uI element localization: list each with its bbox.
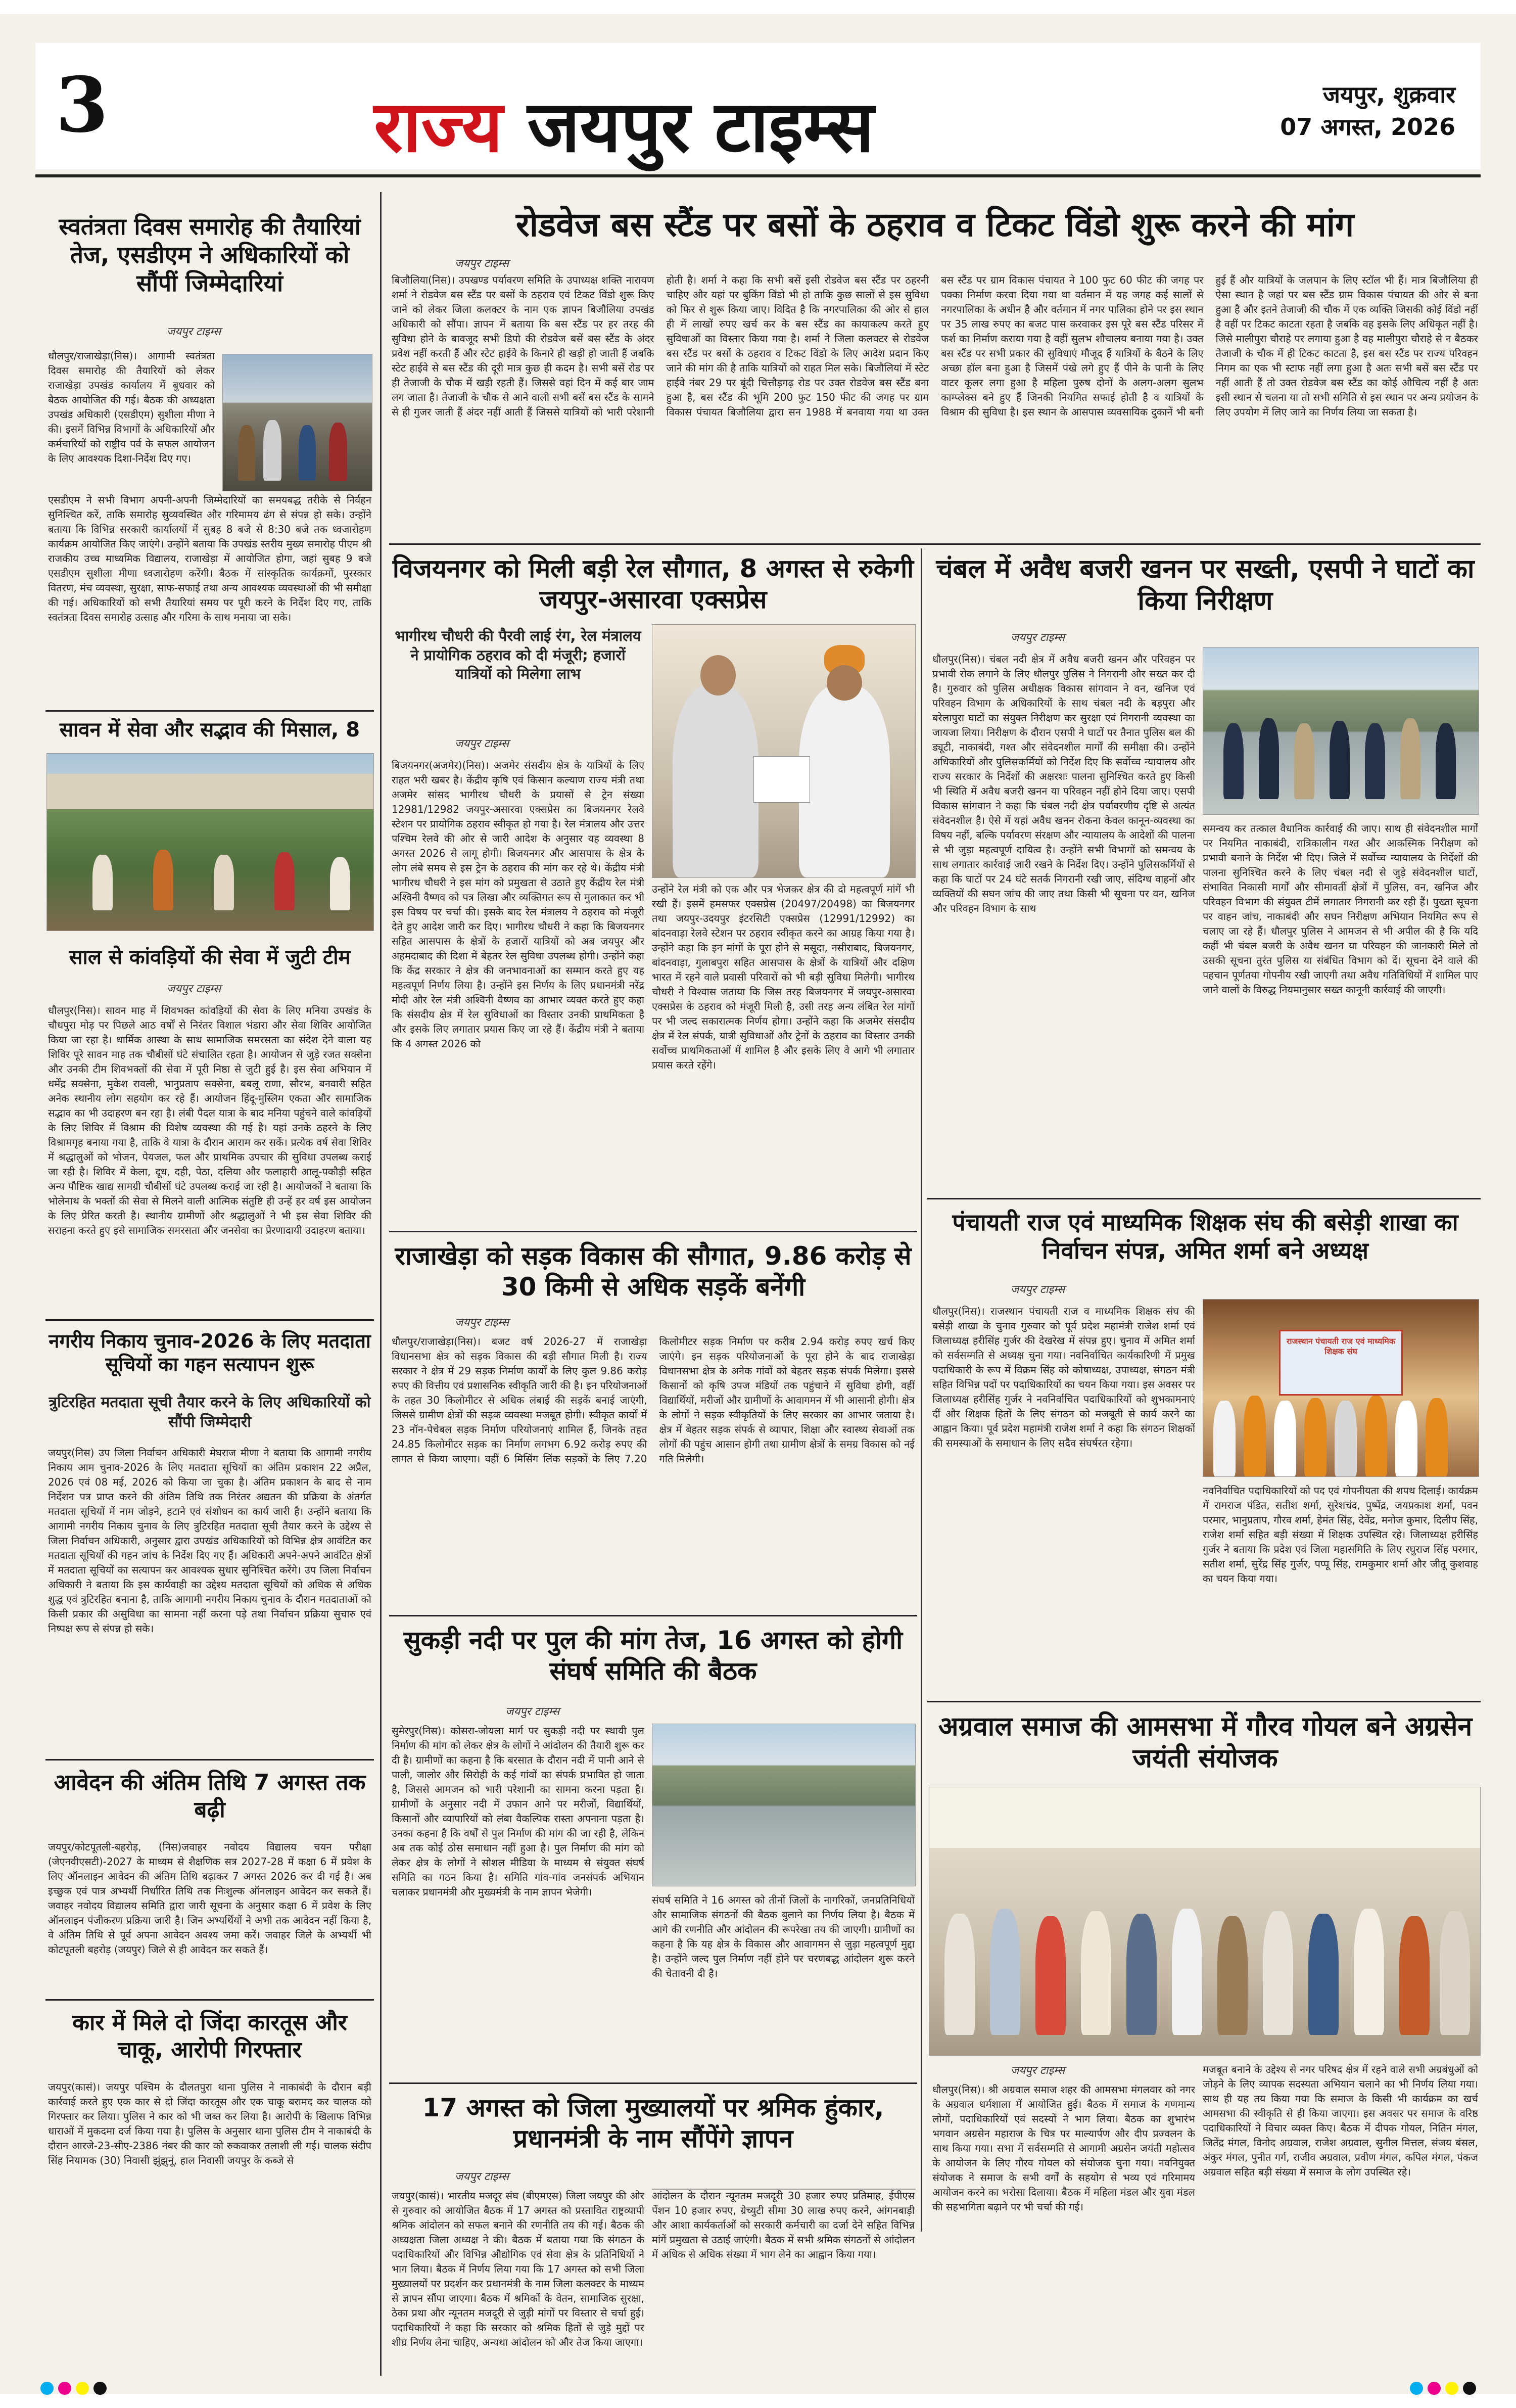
left-a3-body: धौलपुर(निस)। सावन माह में शिवभक्त कांवड़ियों की सेवा के लिए मनिया उपखंड के चौधपुरा मोड़ पर पिछले आठ वर्षों से निरंतर विशाल भंडारा और सेवा शिविर आयोजित किया जा रहा है। धार्मिक आस्था के साथ सामाजिक समरसता का संदेश देने वाला यह शिविर पूरे सावन माह तक चौबीसों घंटे संचालित रहता है। आयोजन से जुड़े रजत सक्सेना और उनकी टीम शिवभक्तों की सेवा में पूरी निष्ठा से जुटी हुई है। इस सेवा अभियान में धर्मेंद्र सक्सेना, मुकेश रावली, भानुप्रताप सक्सेना, बबलू राणा, सौरभ, बनवारी सहित अनेक स्थानीय लोग सहयोग कर रहे हैं। आयोजन हिंदू-मुस्लिम एकता और सामाजिक सद्भाव का भी उदाहरण बन रहा है। लंबी पैदल यात्रा के बाद मनिया पहुंचने वाले कांवड़ियों के लिए शिविर में विश्राम की विशेष व्यवस्था की गई है। यहां उनके ठहरने के लिए विश्रामगृह बनाया गया है, ताकि वे यात्रा के दौरान आराम कर सकें। प्रत्येक वर्ष सेवा शिविर में श्रद्धालुओं को भोजन, पेयजल, फल और प्राथमिक उपचार की सुविधा उपलब्ध कराई जा रही है। शिविर में केला, दूध, दही, पेठा, दलिया और फलाहारी आलू-पकौड़ी सहित अन्य पौष्टिक खाद्य सामग्री चौबीसों घंटे उपलब्ध कराई जा रही है। आयोजकों ने बताया कि भोलेनाथ के भक्तों की सेवा से मिलने वाली आत्मिक संतुष्टि ही उन्हें हर वर्ष इस आयोजन के लिए प्रेरित करती है। स्थानीय ग्रामीणों और श्रद्धालुओं ने भी इस सेवा शिविर की सराहना करते हुए इसे सामाजिक समरसता और जनसेवा का प्रेरणादायी उदाहरण बताया। [48, 1004, 371, 1236]
left-a5-body: जयपुर/कोटपूतली-बहरोड़, (निस)जवाहर नवोदय विद्यालय चयन परीक्षा (जेएनवीएसटी)-2027 के माध्यम से शैक्षणिक सत्र 2027-28 में कक्षा 6 में प्रवेश के लिए ऑनलाइन आवेदन की अंतिम तिथि बढ़ाकर 7 अगस्त 2026 कर दी गई है। अब इच्छुक एवं पात्र अभ्यर्थी निर्धारित तिथि तक निःशुल्क ऑनलाइन आवेदन कर सकते हैं। जवाहर नवोदय विद्यालय समिति द्वारा जारी सूचना के अनुसार कक्षा 6 में प्रवेश के लिए ऑनलाइन पंजीकरण प्रक्रिया जारी है। जिन अभ्यर्थियों ने अभी तक आवेदन नहीं किया है, वे अंतिम तिथि से पूर्व अपना आवेदन अवश्य जमा करें। जवाहर जिले के अभ्यर्थी भी कोटपूतली बहरोड़ (जयपुर) जिले से ही आवेदन कर सकते हैं। [48, 1841, 371, 1956]
sukdi-photo [652, 1724, 916, 1886]
left-a6-headline: कार में मिले दो जिंदा कारतूस और चाकू, आरोपी गिरफ्तार [72, 2010, 347, 2063]
sukdi-body1: सुमेरपुर(निस)। कोसरा-जोयला मार्ग पर सुकड़ी नदी पर स्थायी पुल निर्माण की मांग को लेकर क्षेत्र के लोगों ने आंदोलन की तैयारी शुरू कर दी है। ग्रामीणों का कहना है कि बरसात के दौरान नदी में पानी आने से पाली, जालोर और सिरोही के कई गांवों का संपर्क प्रभावित हो जाता है, जिससे आमजन को भारी परेशानी का सामना करना पड़ता है। ग्रामीणों के अनुसार नदी में उफान आने पर मरीजों, विद्यार्थियों, किसानों और व्यापारियों को लंबा वैकल्पिक रास्ता अपनाना पड़ता है। उनका कहना है कि वर्षों से पुल निर्माण की मांग की जा रही है, लेकिन अब तक कोई ठोस समाधान नहीं हुआ है। पुल निर्माण की मांग को लेकर क्षेत्र के लोगों ने सोशल मीडिया के माध्यम से संयुक्त संघर्ष समिति का गठन किया है। समिति गांव-गांव जनसंपर्क अभियान चलाकर प्रधानमंत्री और मुख्यमंत्री के नाम ज्ञापन भेजेगी। [392, 1725, 644, 1898]
rail-subheadline: भागीरथ चौधरी की पैरवी लाई रंग, रेल मंत्रालय ने प्रायोगिक ठहराव को दी मंजूरी; हजारों यात्रियों को मिलेगा लाभ [395, 627, 641, 683]
left-a4-subheadline: त्रुटिरहित मतदाता सूची तैयार करने के लिए अधिकारियों को सौंपी जिम्मेदारी [49, 1394, 371, 1431]
shramik-byline: जयपुर टाइम्स [455, 2170, 509, 2183]
left-a3-headline: साल से कांवड़ियों की सेवा में जुटी टीम [69, 946, 351, 969]
panchayat-banner [1279, 1330, 1403, 1396]
agrawal-headline: अग्रवाल समाज की आमसभा में गौरव गोयल बने अग्रसेन जयंती संयोजक [938, 1711, 1473, 1774]
title-black: जयपुर टाइम्स [527, 85, 874, 168]
left-a3-byline: जयपुर टाइम्स [167, 983, 221, 995]
panchayat-headline: पंचायती राज एवं माध्यमिक शिक्षक संघ की बसेड़ी शाखा का निर्वाचन संपन्न, अमित शर्मा बने अध्यक्ष [952, 1209, 1458, 1265]
issue-date: 07 अगस्त, 2026 [1280, 113, 1455, 141]
dateline [1280, 78, 1455, 143]
rail-byline: जयपुर टाइम्स [455, 737, 509, 750]
top-byline: जयपुर टाइम्स [455, 257, 509, 270]
chambal-body1: धौलपुर(निस)। चंबल नदी क्षेत्र में अवैध बजरी खनन और परिवहन पर प्रभावी रोक लगाने के लिए धौलपुर पुलिस ने निगरानी और सख्त कर दी है। गुरुवार को पुलिस अधीक्षक विकास सांगवान ने वन, खनिज एवं परिवहन विभाग के अधिकारियों के साथ चंबल नदी के बड़पुरा और बरेलापुरा घाटों का संयुक्त निरीक्षण कर सुरक्षा एवं निगरानी व्यवस्था का जायजा लिया। निरीक्षण के दौरान एसपी ने घाटों पर तैनात पुलिस बल की ड्यूटी, नाकाबंदी, गश्त और संवेदनशील मार्गों की समीक्षा की। उन्होंने अधिकारियों और पुलिसकर्मियों को निर्देश दिए कि सर्वोच्च न्यायालय और राज्य सरकार के निर्देशों की अक्षरशः पालना सुनिश्चित करते हुए किसी भी स्थिति में अवैध बजरी खनन या परिवहन नहीं होने दिया जाए। एसपी विकास सांगवान ने कहा कि चंबल नदी क्षेत्र पर्यावरणीय दृष्टि से अत्यंत संवेदनशील है। ऐसे में यहां अवैध खनन रोकना केवल कानून-व्यवस्था का विषय नहीं, बल्कि पर्यावरण संरक्षण और न्यायालय के आदेशों की पालना से भी जुड़ा महत्वपूर्ण दायित्व है। उन्होंने सभी विभागों को समन्वय के साथ लगातार कार्रवाई जारी रखने के निर्देश दिए। उन्होंने पुलिसकर्मियों से कहा कि घाटों पर 24 घंटे सतर्क निगरानी रखी जाए, संदिग्ध वाहनों और व्यक्तियों की सघन जांच की जाए तथा किसी भी सूचना पर वन, खनिज और परिवहन विभाग के साथ [932, 653, 1195, 914]
chambal-body2: समन्वय कर तत्काल वैधानिक कार्रवाई की जाए। साथ ही संवेदनशील मार्गों पर नियमित नाकाबंदी, रात्रिकालीन गश्त और आकस्मिक निरीक्षण को प्रभावी बनाने के निर्देश भी दिए। जिले में सर्वोच्च न्यायालय के निर्देशों की पालना सुनिश्चित करने के लिए चंबल नदी से जुड़े संवेदनशील घाटों, संभावित निकासी मार्गों और सीमावर्ती क्षेत्रों में पुलिस, वन, खनिज और परिवहन विभाग की संयुक्त टीमें लगातार निगरानी कर रही हैं। पुख्ता सूचना पर वाहन जांच, नाकाबंदी और सघन निरीक्षण अभियान नियमित रूप से चलाए जा रहे हैं। धौलपुर पुलिस ने आमजन से भी अपील की है कि यदि कहीं भी चंबल बजरी के अवैध खनन या परिवहन की जानकारी मिले तो उसकी सूचना तुरंत पुलिस या संबंधित विभाग को दें। सूचना देने वाले की पहचान पूर्णतया गोपनीय रखी जाएगी तथा अवैध गतिविधियों में शामिल पाए जाने वालों के विरुद्ध नियमानुसार सख्त कानूनी कार्रवाई की जाएगी। [1203, 822, 1478, 996]
date-city: जयपुर, शुक्रवार [1322, 81, 1455, 108]
left-a2-photo [46, 753, 374, 931]
agrawal-byline: जयपुर टाइम्स [1011, 2064, 1065, 2077]
shramik-headline: 17 अगस्त को जिला मुख्यालयों पर श्रमिक हुंकार, प्रधानमंत्री के नाम सौंपेंगे ज्ञापन [422, 2093, 884, 2153]
rail-photo [652, 624, 916, 878]
chambal-photo [1203, 647, 1479, 815]
panchayat-photo [1203, 1299, 1479, 1477]
left-a1-byline: जयपुर टाइम्स [167, 326, 221, 338]
newspaper-title [374, 76, 874, 172]
panchayat-body2: नवनिर्वाचित पदाधिकारियों को पद एवं गोपनीयता की शपथ दिलाई। कार्यक्रम में रामराज पंडित, सतीश शर्मा, सुरेशचंद, पुष्पेंद्र, जयप्रकाश शर्मा, पवन परमार, भानुप्रताप, गौरव शर्मा, हेमंत सिंह, देवेंद्र, मनोज कुमार, दिलीप सिंह, राजेश शर्मा सहित बड़ी संख्या में शिक्षक उपस्थित रहे। जिलाध्यक्ष हरीसिंह गुर्जर ने बताया कि प्रदेश एवं जिला महासमिति के लिए रघुराज सिंह परमार, सतीश शर्मा, सुरेंद्र सिंह गुर्जर, पप्पू सिंह, रामकुमार शर्मा और जीतू कुशवाह का चयन किया गया। [1203, 1485, 1478, 1585]
left-a1-body1: धौलपुर/राजाखेड़ा(निस)। आगामी स्वतंत्रता दिवस समारोह की तैयारियों को लेकर राजाखेड़ा उपखंड कार्यालय में बुधवार को बैठक आयोजित की गई। बैठक की अध्यक्षता उपखंड अधिकारी (एसडीएम) सुशीला मीणा ने की। इसमें विभिन्न विभागों के अधिकारियों और कर्मचारियों को राष्ट्रीय पर्व के सफल आयोजन के लिए आवश्यक दिशा-निर्देश दिए गए। [48, 350, 215, 465]
left-a4-headline: नगरीय निकाय चुनाव-2026 के लिए मतदाता सूचियों का गहन सत्यापन शुरू [49, 1330, 371, 1376]
road-headline: राजाखेड़ा को सड़क विकास की सौगात, 9.86 करोड़ से 30 किमी से अधिक सड़कें बनेंगी [395, 1241, 912, 1302]
panchayat-body1: धौलपुर(निस)। राजस्थान पंचायती राज व माध्यमिक शिक्षक संघ की बसेड़ी शाखा के चुनाव गुरुवार को पूर्व प्रदेश महामंत्री राजेश शर्मा एवं जिलाध्यक्ष हरीसिंह गुर्जर की देखरेख में संपन्न हुए। चुनाव में अमित शर्मा को सर्वसम्मति से अध्यक्ष चुना गया। नवनिर्वाचित कार्यकारिणी में प्रमुख पदाधिकारी के रूप में विक्रम सिंह को कोषाध्यक्ष, उपाध्यक्ष, संगठन मंत्री सहित विभिन्न पदों पर पदाधिकारियों का चयन किया गया। इस अवसर पर जिलाध्यक्ष हरीसिंह गुर्जर ने नवनिर्वाचित पदाधिकारियों को शुभकामनाएं दीं और शिक्षक हितों के लिए संगठन को मजबूती से कार्य करने का आह्वान किया। पूर्व प्रदेश महामंत्री राजेश शर्मा ने कहा कि संगठन शिक्षकों की समस्याओं के समाधान के लिए सदैव संघर्षरत रहेगा। [932, 1305, 1195, 1449]
chambal-headline: चंबल में अवैध बजरी खनन पर सख्ती, एसपी ने घाटों का किया निरीक्षण [936, 554, 1475, 617]
title-red: राज्य [374, 85, 503, 168]
road-body: धौलपुर/राजाखेड़ा(निस)। बजट वर्ष 2026-27 में राजाखेड़ा विधानसभा क्षेत्र को सड़क विकास की बड़ी सौगात मिली है। राज्य सरकार ने क्षेत्र में 29 सड़क निर्माण कार्यों के लिए कुल 9.86 करोड़ रुपए की वित्तीय एवं प्रशासनिक स्वीकृति जारी की है। इन परियोजनाओं के तहत 30 किलोमीटर से अधिक लंबाई की सड़कें बनाई जाएंगी, जिससे ग्रामीण क्षेत्रों की सड़क व्यवस्था मजबूत होगी। स्वीकृत कार्यों में 23 नॉन-पेचेबल सड़क निर्माण परियोजनाएं शामिल हैं, जिनके तहत 24.85 किलोमीटर सड़क का निर्माण लगभग 6.92 करोड़ रुपए की लागत से किया जाएगा। वहीं 6 मिसिंग लिंक सड़कों के लिए 7.20 किलोमीटर सड़क निर्माण पर करीब 2.94 करोड़ रुपए खर्च किए जाएंगे। इन सड़क परियोजनाओं के पूरा होने के बाद राजाखेड़ा विधानसभा क्षेत्र के अनेक गांवों को बेहतर सड़क संपर्क मिलेगा। इससे किसानों को कृषि उपज मंडियों तक पहुंचाने में सुविधा होगी, वहीं विद्यार्थियों, मरीजों और ग्रामीणों के आवागमन में भी आसानी होगी। क्षेत्र के लोगों ने सड़क स्वीकृतियों के लिए सरकार का आभार जताया है। क्षेत्र में बेहतर सड़क संपर्क से व्यापार, शिक्षा और स्वास्थ्य सेवाओं तक लोगों की पहुंच आसान होगी तथा ग्रामीण क्षेत्रों के समग्र विकास को नई गति मिलेगी। [392, 1335, 915, 1465]
left-a1-photo [222, 354, 372, 491]
left-a6-body: जयपुर(कासं)। जयपुर पश्चिम के दौलतपुरा थाना पुलिस ने नाकाबंदी के दौरान बड़ी कार्रवाई करते हुए एक कार से दो जिंदा कारतूस और एक चाकू बरामद कर चालक को गिरफ्तार कर लिया। पुलिस ने कार को भी जब्त कर लिया है। आरोपी के खिलाफ विभिन्न धाराओं में मुकदमा दर्ज किया गया है। पुलिस के अनुसार थाना पुलिस टीम ने नाकाबंदी के दौरान आरजे-23-सीए-2386 नंबर की कार को रुकवाकर तलाशी ली गई। चालक संदीप सिंह नियामक (30) निवासी झुंझुनूं, हाल निवासी जयपुर के कब्जे से [48, 2081, 371, 2166]
left-a1-body2: एसडीएम ने सभी विभाग अपनी-अपनी जिम्मेदारियों का समयबद्ध तरीके से निर्वहन सुनिश्चित करें, ताकि समारोह सुव्यवस्थित और गरिमामय ढंग से संपन्न हो सके। उन्होंने बताया कि विभिन्न सरकारी कार्यालयों में सुबह 8 बजे से 8:30 बजे तक ध्वजारोहण कार्यक्रम आयोजित किए जाएंगे। उन्होंने बताया कि उपखंड स्तरीय मुख्य समारोह पीएम श्री राजकीय उच्च माध्यमिक विद्यालय, राजाखेड़ा में आयोजित होगा, जहां सुबह 9 बजे एसडीएम सुशीला मीणा ध्वजारोहण करेंगी। बैठक में सांस्कृतिक कार्यक्रमों, पुरस्कार वितरण, मंच व्यवस्था, सुरक्षा, साफ-सफाई तथा अन्य आवश्यक व्यवस्थाओं की भी समीक्षा की गई। अधिकारियों को सभी तैयारियां समय पर पूरी करने के निर्देश दिए गए, ताकि स्वतंत्रता दिवस समारोह उत्साह और गरिमा के साथ मनाया जा सके। [48, 494, 371, 623]
chambal-byline: जयपुर टाइम्स [1011, 631, 1065, 644]
left-a2-headline: सावन में सेवा और सद्भाव की मिसाल, 8 [59, 718, 360, 742]
agrawal-body2: मजबूत बनाने के उद्देश्य से नगर परिषद क्षेत्र में रहने वाले सभी अग्रबंधुओं को जोड़ने के लिए व्यापक सदस्यता अभियान चलाने का भी निर्णय लिया गया। साथ ही यह तय किया गया कि समाज के किसी भी कार्यक्रम का खर्च आमसभा की स्वीकृति से ही किया जाएगा। इस अवसर पर समाज के वरिष्ठ पदाधिकारियों ने विचार व्यक्त किए। बैठक में दीपक गोयल, नितिन मंगल, जितेंद्र मंगल, विनोद अग्रवाल, राजेश अग्रवाल, सुनील मित्तल, संजय बंसल, अंकुर मंगल, पुनीत गर्ग, राजीव अग्रवाल, प्रवीण मंगल, कपिल मंगल, पंकज अग्रवाल सहित बड़ी संख्या में समाज के लोग उपस्थित रहे। [1203, 2063, 1478, 2178]
top-headline: रोडवेज बस स्टैंड पर बसों के ठहराव व टिकट विंडो शुरू करने की मांग [515, 205, 1354, 244]
panchayat-banner-text: राजस्थान पंचायती राज एवं माध्यमिक शिक्षक संघ [1286, 1336, 1396, 1356]
left-a1-headline: स्वतंत्रता दिवस समारोह की तैयारियां तेज, एसडीएम ने अधिकारियों को सौंपीं जिम्मेदारियां [59, 213, 361, 297]
left-a4-body: जयपुर(निस) उप जिला निर्वाचन अधिकारी मेघराज मीणा ने बताया कि आगामी नगरीय निकाय आम चुनाव-2026 के लिए मतदाता सूचियों का अंतिम प्रकाशन 22 अप्रैल, 2026 एवं 08 मई, 2026 को किया जा चुका है। अंतिम प्रकाशन के बाद से नाम निर्देशन पत्र प्राप्त करने की अंतिम तिथि तक निरंतर अद्यतन की प्रक्रिया के अंतर्गत मतदाता सूचियों में नाम जोड़ने, हटाने एवं संशोधन का कार्य जारी है। उन्होंने बताया कि आगामी नगरीय निकाय चुनाव के लिए त्रुटिरहित मतदाता सूची तैयार करने के उद्देश्य से जिला निर्वाचन अधिकारी, अनुसार द्वारा उपखंड अधिकारियों को विभिन्न क्षेत्र आवंटित कर मतदाता सूचियों की गहन जांच के निर्देश दिए गए हैं। अधिकारी अपने-अपने आवंटित क्षेत्रों में मतदाता सूचियों का सत्यापन कर आवश्यक सुधार सुनिश्चित करेंगे। उप जिला निर्वाचन अधिकारी ने बताया कि इस कार्यवाही का उद्देश्य मतदाता सूचियों को अधिक से अधिक शुद्ध एवं त्रुटिरहित बनाना है, ताकि आगामी नगरीय निकाय चुनाव के दौरान मतदाताओं को किसी प्रकार की असुविधा का सामना नहीं करना पड़े तथा निर्वाचन प्रक्रिया सुचारु एवं निष्पक्ष रूप से संपन्न हो सके। [48, 1447, 371, 1635]
shramik-body1: जयपुर(कासं)। भारतीय मजदूर संघ (बीएमएस) जिला जयपुर की ओर से गुरुवार को आयोजित बैठक में 17 अगस्त को प्रस्तावित राष्ट्रव्यापी श्रमिक आंदोलन को सफल बनाने की रणनीति तय की गई। बैठक की अध्यक्षता जिला अध्यक्ष ने की। बैठक में बताया गया कि संगठन के पदाधिकारियों और विभिन्न औद्योगिक एवं सेवा क्षेत्र के प्रतिनिधियों ने भाग लिया। बैठक में निर्णय लिया गया कि 17 अगस्त को सभी जिला मुख्यालयों पर प्रदर्शन कर प्रधानमंत्री के नाम जिला कलक्टर के माध्यम से ज्ञापन सौंपा जाएगा। बैठक में श्रमिकों के वेतन, सामाजिक सुरक्षा, ठेका प्रथा और न्यूनतम मजदूरी से जुड़ी मांगों पर विस्तार से चर्चा हुई। पदाधिकारियों ने कहा कि सरकार को श्रमिक हितों से जुड़े मुद्दों पर शीघ्र निर्णय लेना चाहिए, अन्यथा आंदोलन को और तेज किया जाएगा। [392, 2190, 644, 2348]
top-body: बिजौलिया(निस)। उपखण्ड पर्यावरण समिति के उपाध्यक्ष शक्ति नारायण शर्मा ने रोडवेज बस स्टैंड पर बसों के ठहराव एवं टिकट विंडो शुरू किए जाने को लेकर जिला कलक्टर के नाम एक ज्ञापन बिजौलिया उपखंड अधिकारी को सौंपा। ज्ञापन में बताया कि बस स्टैंड पर हर तरह की सुविधा होने के बावजूद सभी डिपो की रोडवेज बसें बस स्टैंड के अंदर प्रवेश नहीं करती हैं और स्टेट हाईवे के किनारे ही खड़ी हो जाती हैं जबकि स्टेट हाईवे से बस स्टैंड की दूरी मात्र कुछ ही कदम है। सभी बसें रोड पर ही तेजाजी के चौक में खड़ी रहती हैं। जिससे वहां दिन में कई बार जाम लग जाता है। तेजाजी के चौक से आने वाली सभी बसें बस स्टैंड के सामने से ही गुजर जाती हैं अंदर नहीं आती हैं जिससे यात्रियों को भारी परेशानी होती है। शर्मा ने कहा कि सभी बसें इसी रोडवेज बस स्टैंड पर ठहरनी चाहिए और यहां पर बुकिंग विंडो भी हो ताकि कुछ सालों से इस सुविधा को फिर से शुरू किया जाए। विदित है कि नगरपालिका की ओर से हाल ही में लाखों रुपए खर्च कर के बस स्टैंड का कायाकल्प करते हुए सुविधाओं का विस्तार किया गया है। शर्मा ने जिला कलक्टर से रोडवेज बस स्टैंड पर बसों के ठहराव व टिकट विंडो के लिए आदेश प्रदान किए जाने की मांग की है ताकि यात्रियों को राहत मिल सके। बिजौलियां में स्टेट हाईवे नंबर 29 पर बूंदी चित्तौड़गढ़ रोड पर उक्त रोडवेज बस स्टैंड बना हुआ है, बस स्टैंड की भूमि 200 फुट 150 फीट की जगह पर ग्राम विकास पंचायत बिजौलिया द्वारा सन 1988 में बनवाया गया था उक्त बस स्टैंड पर ग्राम विकास पंचायत ने 100 फुट 60 फीट की जगह पर पक्का निर्माण करवा दिया गया था वर्तमान में यह जगह कई सालों से नगरपालिका के अधीन है और वर्तमान में नगर पालिका होने पर इस स्थान पर 35 लाख रुपए का बजट पास करवाकर इस पूरे बस स्टैंड परिसर में फर्श का निर्माण कराया गया है वहीं सुलभ शौचालय बनाया गया है। उक्त बस स्टैंड पर सभी प्रकार की सुविधाएं मौजूद हैं यात्रियों के बैठने के लिए अच्छा हॉल बना हुआ है जिसमें पंखे लगे हुए हैं पीने के पानी के लिए वाटर कूलर लगा हुआ है महिला पुरुष दोनों के अलग-अलग सुलभ काम्प्लेक्स बने हुए हैं जिनकी नियमित सफाई होती है व यात्रियों के विश्राम की सुविधा है। इस स्थान के आसपास व्यवसायिक दुकानें भी बनी हुई हैं और यात्रियों के जलपान के लिए स्टॉल भी हैं। मात्र बिजौलिया ही ऐसा स्थान है जहां पर बस स्टैंड ग्राम विकास पंचायत की ओर से बना हुआ है और इतने तेजाजी की चौक में एक व्यक्ति जिसकी कोई विंडो नहीं है वहीं पर टिकट काटता रहता है जबकि वह इसके लिए अधिकृत नहीं है। जिसे मालीपुरा चौराहे पर लगाया हुआ है वह मालीपुरा चौराहे से न बैठकर तेजाजी के चौक में ही टिकट काटता है, इस बस स्टैंड पर राज्य परिवहन निगम का एक भी स्टाफ नहीं लगा हुआ है अतः सभी बसें बस स्टैंड पर नहीं आती हैं तो उक्त रोडवेज बस स्टैंड का कोई औचित्य नहीं है अतः इसी स्थान से चलना या तो सभी समिति से इस स्थान पर अन्य प्रयोजन के लिए उपयोग में लिए जाने का निर्णय लिया जा सकता है। [392, 274, 1478, 418]
sukdi-headline: सुकड़ी नदी पर पुल की मांग तेज, 16 अगस्त को होगी संघर्ष समिति की बैठक [403, 1626, 903, 1686]
shramik-body2: आंदोलन के दौरान न्यूनतम मजदूरी 30 हजार रुपए प्रतिमाह, ईपीएस पेंशन 10 हजार रुपए, ग्रेच्युटी सीमा 30 लाख रुपए करने, आंगनबाड़ी और आशा कार्यकर्ताओं को सरकारी कर्मचारी का दर्जा देने सहित विभिन्न मांगें प्रमुखता से उठाई जाएंगी। बैठक में सभी श्रमिक संगठनों से आंदोलन में अधिक से अधिक संख्या में भाग लेने का आह्वान किया गया। [652, 2190, 915, 2260]
left-a5-headline: आवेदन की अंतिम तिथि 7 अगस्त तक बढ़ी [54, 1770, 366, 1823]
agrawal-photo [929, 1787, 1481, 2056]
panchayat-byline: जयपुर टाइम्स [1011, 1283, 1065, 1296]
sukdi-byline: जयपुर टाइम्स [505, 1705, 560, 1718]
road-byline: जयपुर टाइम्स [455, 1316, 509, 1329]
rail-headline: विजयनगर को मिली बड़ी रेल सौगात, 8 अगस्त से रुकेगी जयपुर-असारवा एक्सप्रेस [392, 554, 914, 614]
sukdi-body2: संघर्ष समिति ने 16 अगस्त को तीनों जिलों के नागरिकों, जनप्रतिनिधियों और सामाजिक संगठनों की बैठक बुलाने का निर्णय लिया है। बैठक में आगे की रणनीति और आंदोलन की रूपरेखा तय की जाएगी। ग्रामीणों का कहना है कि यह क्षेत्र के विकास और आवागमन से जुड़ा महत्वपूर्ण मुद्दा है। उन्होंने जल्द पुल निर्माण नहीं होने पर चरणबद्ध आंदोलन शुरू करने की चेतावनी दी है। [652, 1894, 915, 1979]
agrawal-body1: धौलपुर(निस)। श्री अग्रवाल समाज शहर की आमसभा मंगलवार को नगर के अग्रवाल धर्मशाला में आयोजित हुई। बैठक में समाज के गणमान्य लोगों, पदाधिकारियों एवं सदस्यों ने भाग लिया। बैठक का शुभारंभ भगवान अग्रसेन महाराज के चित्र पर माल्यार्पण और दीप प्रज्वलन के साथ किया गया। सभा में सर्वसम्मति से आगामी अग्रसेन जयंती महोत्सव के आयोजन के लिए गौरव गोयल को संयोजक चुना गया। नवनियुक्त संयोजक ने समाज के सभी वर्गों के सहयोग से भव्य एवं गरिमामय आयोजन करने का भरोसा दिलाया। बैठक में महिला मंडल और युवा मंडल की सहभागिता बढ़ाने पर भी चर्चा की गई। [932, 2083, 1195, 2213]
rail-body1: बिजयनगर(अजमेर)(निस)। अजमेर संसदीय क्षेत्र के यात्रियों के लिए राहत भरी खबर है। केंद्रीय कृषि एवं किसान कल्याण राज्य मंत्री तथा अजमेर सांसद भागीरथ चौधरी के प्रयासों से ट्रेन संख्या 12981/12982 जयपुर-असारवा एक्सप्रेस का बिजयनगर रेलवे स्टेशन पर प्रायोगिक ठहराव स्वीकृत हो गया है। रेल मंत्रालय और उत्तर पश्चिम रेलवे की ओर से जारी आदेश के अनुसार यह व्यवस्था 8 अगस्त 2026 से लागू होगी। बिजयनगर और आसपास के क्षेत्र के लोग लंबे समय से इस ट्रेन के ठहराव की मांग कर रहे थे। केंद्रीय मंत्री भागीरथ चौधरी ने इस मांग को प्रमुखता से उठाते हुए केंद्रीय रेल मंत्री अश्विनी वैष्णव को पत्र लिखा और व्यक्तिगत रूप से मुलाकात कर भी इस विषय पर चर्चा की। इसके बाद रेल मंत्रालय ने ठहराव को मंजूरी देते हुए आदेश जारी कर दिए। भागीरथ चौधरी ने कहा कि बिजयनगर सहित आसपास के क्षेत्रों के हजारों यात्रियों को अब जयपुर और अहमदाबाद की दिशा में बेहतर रेल सुविधा उपलब्ध होगी। उन्होंने कहा कि केंद्र सरकार ने क्षेत्र की जनभावनाओं का सम्मान करते हुए यह महत्वपूर्ण निर्णय लिया है। उन्होंने इस निर्णय के लिए प्रधानमंत्री नरेंद्र मोदी और रेल मंत्री अश्विनी वैष्णव का आभार व्यक्त करते हुए कहा कि संसदीय क्षेत्र में रेल सुविधाओं का विस्तार उनकी प्राथमिकता है और इसके लिए लगातार प्रयास किए जा रहे हैं। केंद्रीय मंत्री ने बताया कि 4 अगस्त 2026 को [392, 759, 644, 1050]
page-number: 3 [56, 61, 109, 150]
rail-body2: उन्होंने रेल मंत्री को एक और पत्र भेजकर क्षेत्र की दो महत्वपूर्ण मांगें भी रखी हैं। इसमें हमसफर एक्सप्रेस (20497/20498) का बिजयनगर तथा जयपुर-उदयपुर इंटरसिटी एक्सप्रेस (12991/12992) का बांदनवाड़ा रेलवे स्टेशन पर ठहराव स्वीकृत करने का आग्रह किया गया है। उन्होंने कहा कि इन मांगों के पूरा होने से मसूदा, नसीराबाद, बिजयनगर, बांदनवाड़ा, गुलाबपुरा सहित आसपास के क्षेत्रों के यात्रियों और दक्षिण भारत में रहने वाले प्रवासी परिवारों को भी बड़ी सुविधा मिलेगी। भागीरथ चौधरी ने विश्वास जताया कि जिस तरह बिजयनगर में जयपुर-असारवा एक्सप्रेस के ठहराव को मंजूरी मिली है, उसी तरह अन्य लंबित रेल मांगों पर भी जल्द सकारात्मक निर्णय होगा। उन्होंने कहा कि अजमेर संसदीय क्षेत्र में रेल संपर्क, यात्री सुविधाओं और ट्रेनों के ठहराव का विस्तार उनकी सर्वोच्च प्राथमिकताओं में शामिल है और इसके लिए वे आगे भी लगातार प्रयास करते रहेंगे। [652, 883, 915, 1071]
